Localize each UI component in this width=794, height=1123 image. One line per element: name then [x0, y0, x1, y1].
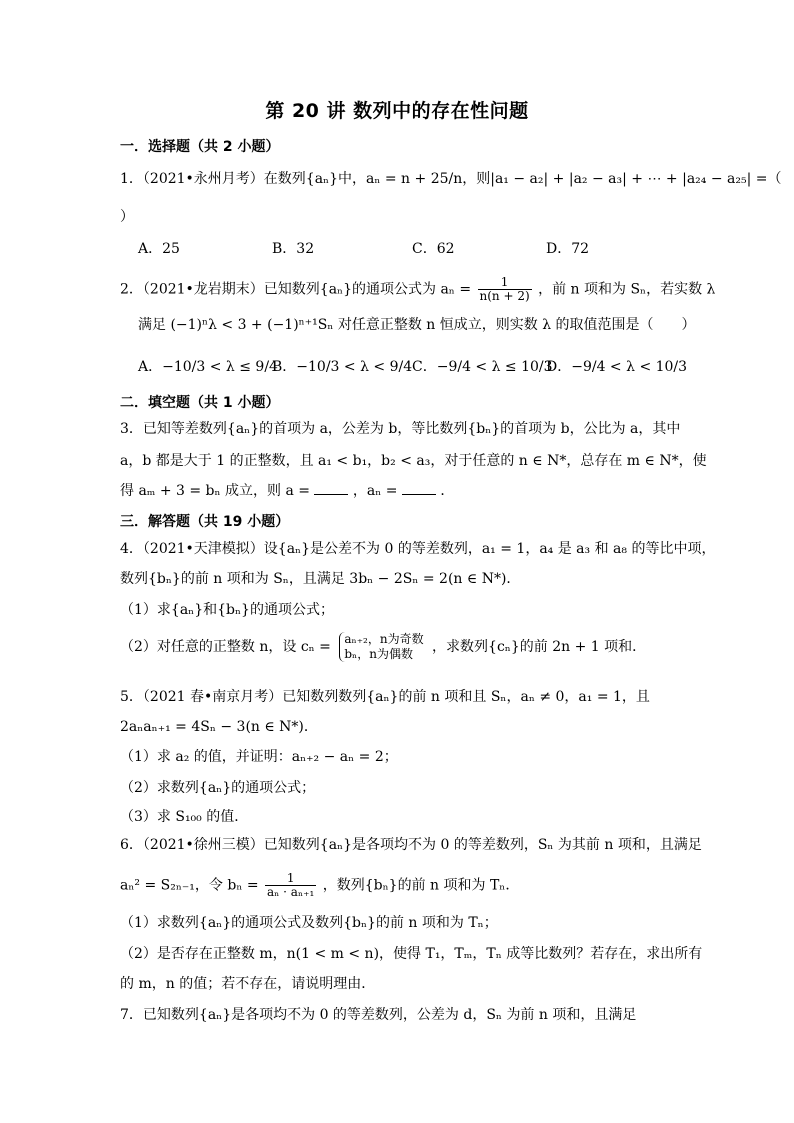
q2-option-a: A．−10/3 < λ ≤ 9/4 [138, 359, 278, 375]
q2-fraction [478, 276, 532, 303]
q3-line3-b: ，aₙ = [352, 483, 398, 499]
q4-piecewise [339, 632, 423, 662]
section-heading-fill: 二．填空题（共 1 小题） [120, 395, 280, 411]
q2-line1-pre: 2．（2021•龙岩期末）已知数列{aₙ}的通项公式为 aₙ = [120, 281, 472, 298]
q1-line1: 1．（2021•永州月考）在数列{aₙ}中，aₙ = n + 25/n，则|a₁ − a₂| + |a₂ − a₃| + ⋯ + |a₂₄ − a₂₅| =（ [120, 171, 782, 187]
q3-blank-an [402, 482, 436, 495]
q4-line1: 4．（2021•天津模拟）设{aₙ}是公差不为 0 的等差数列，a₁ = 1，a₄ 是 a₃ 和 a₈ 的等比中项， [120, 541, 716, 557]
q1-option-c: C．62 [412, 241, 455, 257]
q6-line5: 的 m，n 的值；若不存在，请说明理由． [120, 976, 376, 992]
q5-line2: 2aₙaₙ₊₁ = 4Sₙ − 3(n ∈ N*)． [120, 719, 318, 735]
q4-line4-pre: （2）对任意的正整数 n，设 cₙ = [120, 639, 331, 655]
q6-line2-pre: aₙ² = S₂ₙ₋₁，令 bₙ = [120, 877, 259, 894]
q1-option-b: B．32 [272, 241, 315, 257]
q7-line1: 7．已知数列{aₙ}是各项均不为 0 的等差数列，公差为 d，Sₙ 为前 n 项和，且满足 [120, 1007, 637, 1023]
q3-line1: 3．已知等差数列{aₙ}的首项为 a，公差为 b，等比数列{bₙ}的首项为 b，公比为 a，其中 [120, 421, 681, 437]
q2-line1 [120, 275, 716, 303]
q4-line4-post: ，求数列{cₙ}的前 2n + 1 项和． [432, 639, 647, 655]
section-heading-solve: 三．解答题（共 19 小题） [120, 514, 290, 530]
q2-option-c: C．−9/4 < λ ≤ 10/3 [412, 359, 553, 375]
q3-line3-a: 得 aₘ + 3 = bₙ 成立，则 a = [120, 483, 310, 499]
q5-line1: 5．（2021 春•南京月考）已知数列数列{aₙ}的前 n 项和且 Sₙ，aₙ ≠ 0，a₁ = 1，且 [120, 689, 650, 705]
q4-case-even: bₙ，n为偶数 [344, 647, 413, 661]
q6-frac-numerator: 1 [265, 872, 316, 886]
q2-line2: 满足 (−1)ⁿλ < 3 + (−1)ⁿ⁺¹Sₙ 对任意正整数 n 恒成立，则实数 λ 的取值范围是（ ） [138, 317, 696, 333]
q3-blank-a [314, 482, 348, 495]
q6-line3: （1）求数列{aₙ}的通项公式及数列{bₙ}的前 n 项和为 Tₙ； [120, 915, 498, 931]
q5-line5: （3）求 S₁₀₀ 的值． [120, 809, 249, 825]
q1-option-a: A．25 [138, 241, 180, 257]
q2-option-b: B．−10/3 < λ < 9/4 [272, 359, 413, 375]
q6-line4: （2）是否存在正整数 m，n(1 < m < n)，使得 T₁，Tₘ，Tₙ 成等比数列？若存在，求出所有 [120, 946, 703, 962]
q6-fraction [265, 872, 316, 899]
document-title: 第 20 讲 数列中的存在性问题 [265, 100, 529, 122]
q4-line4 [120, 632, 680, 662]
q5-line3: （1）求 a₂ 的值，并证明：aₙ₊₂ − aₙ = 2； [120, 749, 398, 765]
q1-option-d: D．72 [546, 241, 590, 257]
q6-line2 [120, 872, 680, 899]
q4-line2: 数列{bₙ}的前 n 项和为 Sₙ，且满足 3bₙ − 2Sₙ = 2(n ∈ N*)． [120, 571, 521, 587]
q2-frac-numerator: 1 [478, 276, 532, 290]
q2-frac-denominator: n(n + 2) [479, 289, 530, 303]
q1-line2: ） [120, 209, 134, 225]
q3-line2: a，b 都是大于 1 的正整数，且 a₁ < b₁，b₂ < a₃，对于任意的 n ∈ N*，总存在 m ∈ N*，使 [120, 453, 707, 469]
q3-line3 [120, 482, 680, 500]
q4-case-odd: aₙ₊₂，n为奇数 [344, 632, 424, 646]
q3-line3-c: ． [440, 483, 455, 499]
q2-line1-post: ，前 n 项和为 Sₙ，若实数 λ [538, 281, 716, 298]
q4-line3: （1）求{aₙ}和{bₙ}的通项公式； [120, 602, 334, 618]
section-heading-choice: 一．选择题（共 2 小题） [120, 139, 280, 155]
q6-frac-denominator: aₙ · aₙ₊₁ [267, 885, 315, 899]
q2-option-d: D．−9/4 < λ < 10/3 [546, 359, 688, 375]
q6-line1: 6．（2021•徐州三模）已知数列{aₙ}是各项均不为 0 的等差数列，Sₙ 为其前 n 项和，且满足 [120, 837, 702, 853]
q6-line2-post: ，数列{bₙ}的前 n 项和为 Tₙ． [322, 877, 520, 894]
q5-line4: （2）求数列{aₙ}的通项公式； [120, 780, 316, 796]
